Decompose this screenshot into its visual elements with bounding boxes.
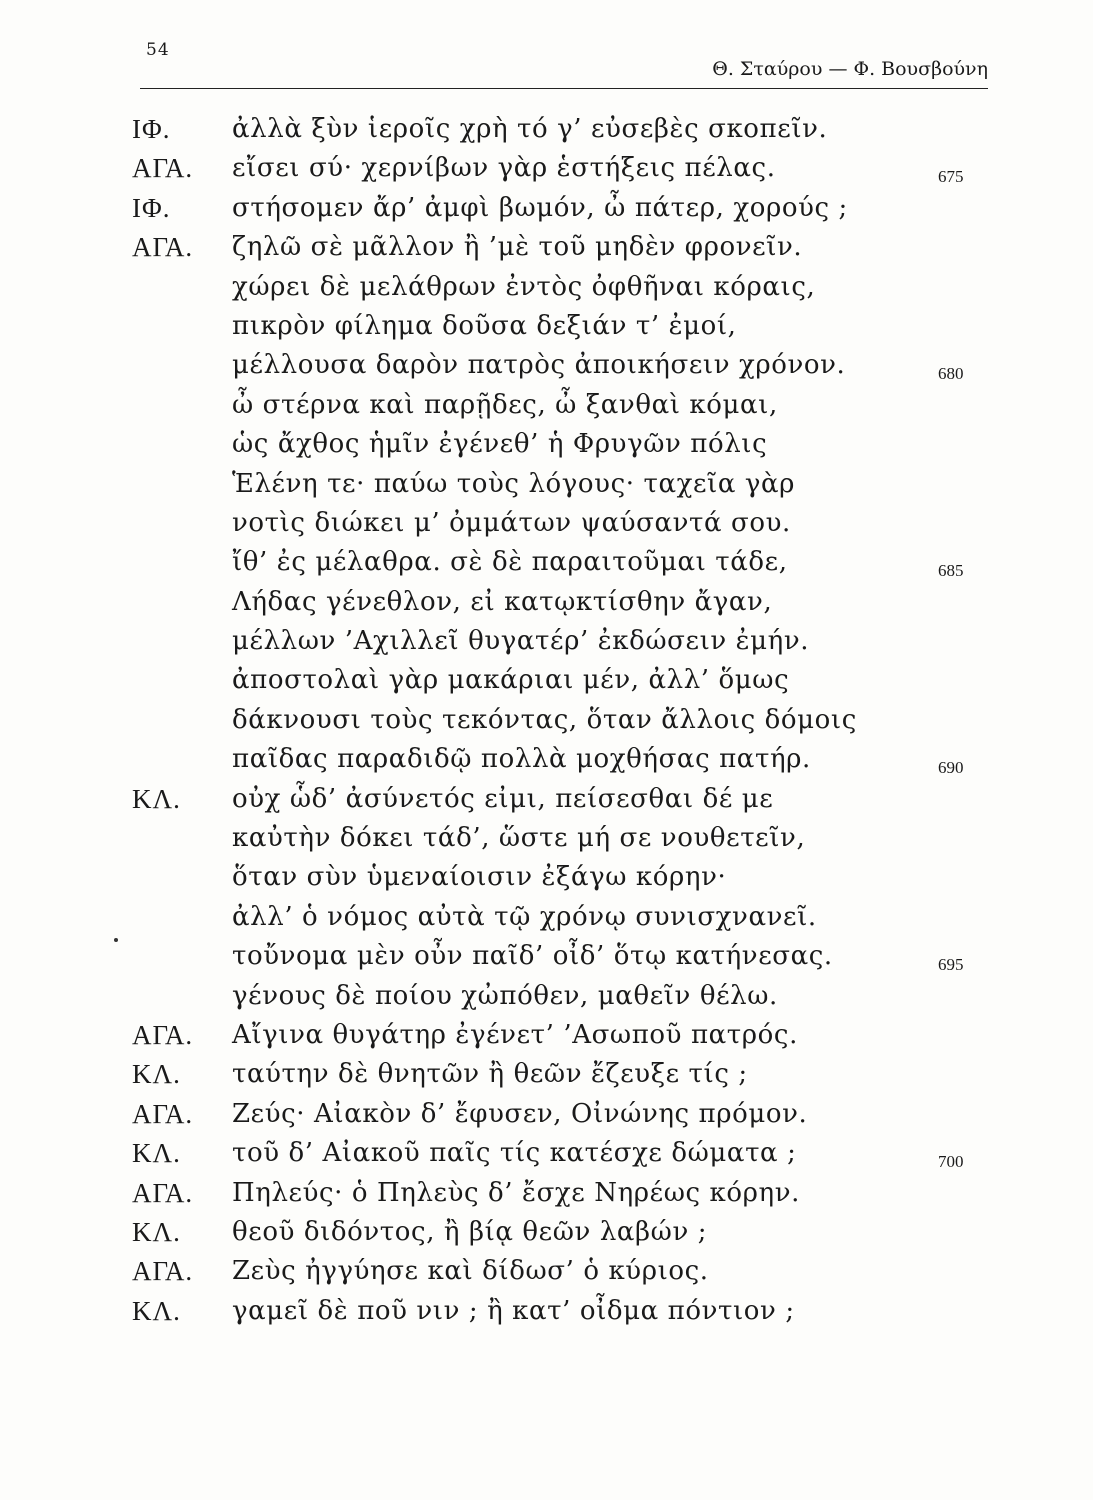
verse-line bbox=[0, 740, 1093, 779]
verse-line bbox=[0, 307, 1093, 346]
verse-line bbox=[0, 1095, 1093, 1134]
verse-line bbox=[0, 898, 1093, 937]
verse-text-line: Πηλεύς· ὁ Πηλεὺς δ’ ἔσχε Νηρέως κόρην. bbox=[232, 1177, 800, 1208]
verse-text-line: ἀλλ’ ὁ νόμος αὐτὰ τῷ χρόνῳ συνισχνανεῖ. bbox=[232, 901, 817, 932]
verse-text-line: μέλλουσα δαρὸν πατρὸς ἀποικήσειν χρόνον. bbox=[232, 350, 846, 381]
verse-line bbox=[0, 346, 1093, 385]
verse-text-line: Αἴγινα θυγάτηρ ἐγένετ’ ’Ασωποῦ πατρός. bbox=[232, 1019, 798, 1050]
line-number: 690 bbox=[938, 758, 964, 778]
running-head: Θ. Σταύρου — Φ. Βουσβούνη bbox=[712, 58, 988, 80]
verse-text-line: Ζεύς· Αἰακὸν δ’ ἔφυσεν, Οἰνώνης πρόμον. bbox=[232, 1098, 808, 1129]
verse-text-line: μέλλων ’Αχιλλεῖ θυγατέρ’ ἐκδώσειν ἐμήν. bbox=[232, 626, 810, 657]
verse-line bbox=[0, 780, 1093, 819]
verse-text-line: ὅταν σὺν ὑμεναίοισιν ἐξάγω κόρην· bbox=[232, 862, 727, 893]
verse-text-line: ζηλῶ σὲ μᾶλλον ἢ ’μὲ τοῦ μηδὲν φρονεῖν. bbox=[232, 232, 803, 263]
verse-text-line: Λήδας γένεθλον, εἰ κατῳκτίσθην ἄγαν, bbox=[232, 586, 773, 617]
speaker-label: ΑΓΑ. bbox=[132, 1177, 194, 1208]
verse-line bbox=[0, 1213, 1093, 1252]
speaker-label: ΑΓΑ. bbox=[132, 1256, 194, 1287]
speaker-label: ΑΓΑ. bbox=[132, 153, 194, 184]
verse-line bbox=[0, 465, 1093, 504]
line-number: 695 bbox=[938, 955, 964, 975]
verse-text-line: πικρὸν φίλημα δοῦσα δεξιάν τ’ ἐμοί, bbox=[232, 310, 737, 341]
verse-line bbox=[0, 977, 1093, 1016]
verse-text-line: δάκνουσι τοὺς τεκόντας, ὅταν ἄλλοις δόμοις bbox=[232, 704, 857, 735]
verse-line bbox=[0, 504, 1093, 543]
verse-line bbox=[0, 858, 1093, 897]
verse-text-line: τοὔνομα μὲν οὖν παῖδ’ οἶδ’ ὅτῳ κατήνεσας. bbox=[232, 941, 833, 972]
verse-line bbox=[0, 1134, 1093, 1173]
verse-line bbox=[0, 622, 1093, 661]
verse-line bbox=[0, 1055, 1093, 1094]
line-number: 680 bbox=[938, 364, 964, 384]
verse-line bbox=[0, 661, 1093, 700]
verse-text-line: ὡς ἄχθος ἡμῖν ἐγένεθ’ ἡ Φρυγῶν πόλις bbox=[232, 429, 768, 460]
verse-line bbox=[0, 543, 1093, 582]
verse-text-line: ὦ στέρνα καὶ παρῇδες, ὦ ξανθαὶ κόμαι, bbox=[232, 389, 778, 420]
verse-line bbox=[0, 228, 1093, 267]
verse-line bbox=[0, 701, 1093, 740]
verse-line bbox=[0, 110, 1093, 149]
page-header bbox=[140, 38, 988, 89]
verse-text-line: οὐχ ὧδ’ ἀσύνετός εἰμι, πείσεσθαι δέ με bbox=[232, 783, 774, 814]
verse-text-line: ἀποστολαὶ γὰρ μακάριαι μέν, ἀλλ’ ὅμως bbox=[232, 665, 790, 696]
speaker-label: ΙΦ. bbox=[132, 114, 171, 144]
ink-dot bbox=[114, 938, 118, 942]
speaker-label: ΑΓΑ. bbox=[132, 1019, 194, 1050]
verse-text bbox=[0, 110, 1093, 1331]
verse-text-line: χώρει δὲ μελάθρων ἐντὸς ὀφθῆναι κόραις, bbox=[232, 271, 816, 302]
verse-text-line: Ζεὺς ἠγγύησε καὶ δίδωσ’ ὁ κύριος. bbox=[232, 1256, 709, 1287]
verse-text-line: ἴθ’ ἐς μέλαθρα. σὲ δὲ παραιτοῦμαι τάδε, bbox=[232, 547, 788, 578]
verse-line bbox=[0, 425, 1093, 464]
verse-line bbox=[0, 1252, 1093, 1291]
verse-text-line: θεοῦ διδόντος, ἢ βίᾳ θεῶν λαβών ; bbox=[232, 1216, 708, 1247]
verse-text-line: στήσομεν ἄρ’ ἀμφὶ βωμόν, ὦ πάτερ, χορούς ; bbox=[232, 192, 848, 223]
verse-text-line: ἀλλὰ ξὺν ἱεροῖς χρὴ τό γ’ εὐσεβὲς σκοπεῖν. bbox=[232, 114, 828, 144]
page-number: 54 bbox=[146, 40, 170, 60]
verse-line bbox=[0, 937, 1093, 976]
verse-line bbox=[0, 189, 1093, 228]
verse-line bbox=[0, 268, 1093, 307]
verse-line bbox=[0, 149, 1093, 188]
verse-text-line: καὐτὴν δόκει τάδ’, ὥστε μή σε νουθετεῖν, bbox=[232, 823, 806, 854]
speaker-label: ΚΛ. bbox=[132, 1059, 181, 1090]
speaker-label: ΙΦ. bbox=[132, 192, 171, 223]
speaker-label: ΚΛ. bbox=[132, 1138, 181, 1169]
verse-line bbox=[0, 1016, 1093, 1055]
verse-line bbox=[0, 1292, 1093, 1331]
speaker-label: ΑΓΑ. bbox=[132, 1098, 194, 1129]
verse-text-line: παῖδας παραδιδῷ πολλὰ μοχθήσας πατήρ. bbox=[232, 744, 811, 775]
verse-text-line: ταύτην δὲ θνητῶν ἢ θεῶν ἔζευξε τίς ; bbox=[232, 1059, 748, 1090]
verse-text-line: Ἑλένη τε· παύω τοὺς λόγους· ταχεῖα γὰρ bbox=[232, 468, 796, 499]
speaker-label: ΚΛ. bbox=[132, 783, 181, 814]
verse-text-line: εἴσει σύ· χερνίβων γὰρ ἑστήξεις πέλας. bbox=[232, 153, 776, 184]
verse-text-line: γαμεῖ δὲ ποῦ νιν ; ἢ κατ’ οἶδμα πόντιον ; bbox=[232, 1295, 795, 1326]
line-number: 700 bbox=[938, 1152, 964, 1172]
verse-text-line: γένους δὲ ποίου χὠπόθεν, μαθεῖν θέλω. bbox=[232, 980, 778, 1011]
speaker-label: ΚΛ. bbox=[132, 1295, 181, 1326]
verse-line bbox=[0, 819, 1093, 858]
verse-line bbox=[0, 1174, 1093, 1213]
verse-text-line: τοῦ δ’ Αἰακοῦ παῖς τίς κατέσχε δώματα ; bbox=[232, 1138, 797, 1169]
speaker-label: ΑΓΑ. bbox=[132, 232, 194, 263]
verse-line bbox=[0, 386, 1093, 425]
line-number: 675 bbox=[938, 167, 964, 187]
verse-text-line: νοτὶς διώκει μ’ ὀμμάτων ψαύσαντά σου. bbox=[232, 507, 791, 538]
verse-line bbox=[0, 583, 1093, 622]
speaker-label: ΚΛ. bbox=[132, 1216, 181, 1247]
line-number: 685 bbox=[938, 561, 964, 581]
